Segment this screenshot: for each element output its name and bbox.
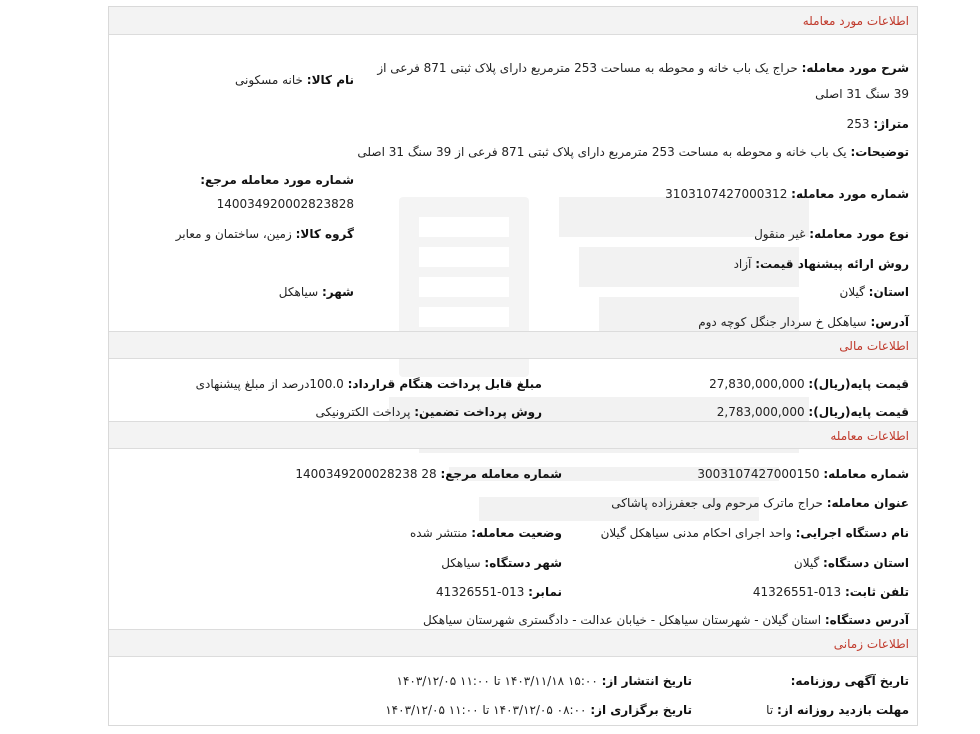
publish-date-label: تاریخ انتشار از: [601, 674, 692, 688]
org-address-value: استان گیلان - شهرستان سیاهکل - خیابان عدالت - دادگستری شهرستان سیاهکل [423, 613, 822, 627]
base-price-row [709, 375, 909, 393]
price-method-value: آزاد [733, 257, 752, 271]
transaction-status-label: وضعیت معامله: [471, 526, 562, 540]
org-province-value: گیلان [793, 556, 820, 570]
base-price-2-row [717, 403, 909, 421]
deal-description-row-2 [815, 85, 909, 103]
ref-number-value-row [217, 195, 354, 213]
goods-name-row [235, 71, 354, 89]
city-label: شهر: [322, 285, 354, 299]
org-city-row [441, 554, 562, 572]
org-address-row [423, 611, 909, 629]
goods-group-value: زمین، ساختمان و معابر [175, 227, 292, 241]
city-value: سیاهکل [278, 285, 319, 299]
base-price-label: قیمت پایه(ریال): [808, 377, 909, 391]
payable-row [196, 375, 542, 393]
guarantee-value: پرداخت الکترونیکی [315, 405, 411, 419]
deal-description-value: حراج یک باب خانه و محوطه به مساحت 253 مترمربع دارای پلاک ثبتی 871 فرعی از [377, 61, 798, 75]
phone-value: 41326551-013 [752, 585, 842, 599]
phone-row [753, 583, 909, 601]
exec-org-row [601, 524, 909, 542]
exec-org-value: واحد اجرای احکام مدنی سیاهکل گیلان [600, 526, 792, 540]
goods-group-row [176, 225, 354, 243]
hold-date-label: تاریخ برگزاری از: [590, 703, 692, 717]
transaction-status-value: منتشر شده [409, 526, 468, 540]
org-address-label: آدرس دستگاه: [824, 613, 909, 627]
deal-description-value-2: 39 سنگ 31 اصلی [815, 87, 909, 101]
notes-label: توضیحات: [850, 145, 909, 159]
hold-date-value: ۰۸:۰۰ ۱۴۰۳/۱۲/۰۵ تا ۱۱:۰۰ ۱۴۰۳/۱۲/۰۵ [385, 703, 587, 717]
section-deal-info-header: اطلاعات مورد معامله [109, 7, 917, 35]
ref-number-label-row [200, 171, 354, 189]
transaction-title-value: حراج ماترک مرحوم ولی جعفرزاده پاشاکی [611, 496, 823, 510]
price-method-label: روش ارائه پیشنهاد قیمت: [755, 257, 909, 271]
address-value: سیاهکل خ سردار جنگل کوچه دوم [698, 315, 867, 329]
fax-label: نمابر: [528, 585, 562, 599]
phone-label: تلفن ثابت: [844, 585, 909, 599]
org-province-label: استان دستگاه: [823, 556, 909, 570]
base-price-2-label: قیمت پایه(ریال): [808, 405, 909, 419]
province-row [840, 283, 910, 301]
deal-number-label: شماره مورد معامله: [791, 187, 909, 201]
ref-number-value: 140034920002823828 [216, 197, 354, 211]
fax-row [436, 583, 562, 601]
area-value: 253 [846, 117, 870, 131]
section-financial-header: اطلاعات مالی [109, 331, 917, 359]
transaction-number-row [697, 465, 909, 483]
goods-name-label: نام کالا: [306, 73, 354, 87]
transaction-number-label: شماره معامله: [823, 467, 909, 481]
goods-group-label: گروه کالا: [295, 227, 354, 241]
city-row [279, 283, 354, 301]
deal-description-row [377, 59, 909, 77]
deal-number-value: 3103107427000312 [665, 187, 788, 201]
notes-row [357, 143, 909, 161]
area-label: متراژ: [873, 117, 909, 131]
visit-deadline-row [766, 701, 909, 719]
transaction-number-value: 3003107427000150 [697, 467, 820, 481]
deal-type-label: نوع مورد معامله: [809, 227, 909, 241]
section-timing-header: اطلاعات زمانی [109, 629, 917, 657]
publish-date-row [397, 672, 692, 690]
payable-label: مبلغ قابل پرداخت هنگام قرارداد: [347, 377, 542, 391]
deal-type-row [754, 225, 909, 243]
price-method-row [734, 255, 909, 273]
transaction-ref-value: 1400349200028238 28 [295, 467, 437, 481]
address-row [698, 313, 909, 331]
auction-details-panel [108, 6, 918, 726]
exec-org-label: نام دستگاه اجرایی: [795, 526, 909, 540]
org-province-row [794, 554, 909, 572]
guarantee-label: روش پرداخت تضمین: [414, 405, 542, 419]
notes-value: یک باب خانه و محوطه به مساحت 253 مترمربع دارای پلاک ثبتی 871 فرعی از 39 سنگ 31 اصلی [357, 145, 847, 159]
transaction-ref-row [295, 465, 562, 483]
transaction-title-row [611, 494, 909, 512]
fax-value: 41326551-013 [436, 585, 525, 599]
section-transaction-header: اطلاعات معامله [109, 421, 917, 449]
newspaper-date-label: تاریخ آگهی روزنامه: [790, 674, 909, 688]
province-label: استان: [868, 285, 909, 299]
transaction-ref-label: شماره معامله مرجع: [440, 467, 562, 481]
transaction-status-row [410, 524, 562, 542]
org-city-value: سیاهکل [441, 556, 481, 570]
guarantee-row [316, 403, 542, 421]
area-row [847, 115, 909, 133]
visit-deadline-value: تا [766, 703, 774, 717]
base-price-value: 27,830,000,000 [709, 377, 805, 391]
visit-deadline-label: مهلت بازدید روزانه از: [777, 703, 909, 717]
payable-value: 100.0درصد از مبلغ پیشنهادی [195, 377, 344, 391]
deal-description-label: شرح مورد معامله: [801, 61, 909, 75]
hold-date-row [385, 701, 692, 719]
org-city-label: شهر دستگاه: [484, 556, 562, 570]
address-label: آدرس: [870, 315, 909, 329]
transaction-title-label: عنوان معامله: [826, 496, 909, 510]
base-price-2-value: 2,783,000,000 [716, 405, 805, 419]
deal-number-row [665, 185, 909, 203]
goods-name-value: خانه مسکونی [235, 73, 303, 87]
newspaper-date-row [791, 672, 909, 690]
publish-date-value: ۱۵:۰۰ ۱۴۰۳/۱۱/۱۸ تا ۱۱:۰۰ ۱۴۰۳/۱۲/۰۵ [396, 674, 598, 688]
ref-number-label: شماره مورد معامله مرجع: [200, 173, 354, 187]
province-value: گیلان [839, 285, 865, 299]
deal-type-value: غیر منقول [754, 227, 806, 241]
